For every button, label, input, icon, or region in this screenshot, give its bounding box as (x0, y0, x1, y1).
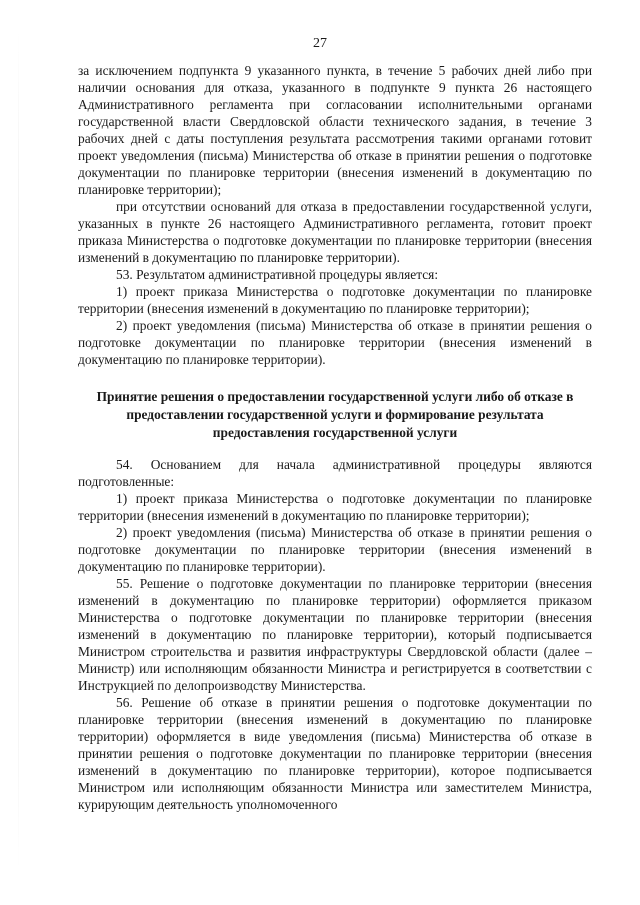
paragraph-8: 2) проект уведомления (письма) Министерства об отказе в принятии решения о подготовке документации по планировке территории (внесения изменений в документацию по планировке территории). (78, 525, 592, 574)
paragraph-10: 56. Решение об отказе в принятии решения о подготовке документации по планировке территории (внесения изменений в документацию по планировке территории) оформляется в виде уведомления (письма) Министерства об отказе в принятии решения о подготовке документации по планировке территории (внесения изменений в документацию по планировке территории), которое подписывается Министром или исполняющим обязанности Министра или заместителем Министра, курирующим деятельность уполномоченного (78, 695, 592, 812)
scan-edge-shadow (18, 30, 19, 870)
paragraph-4: 1) проект приказа Министерства о подготовке документации по планировке территории (внесения изменений в документацию по планировке территории); (78, 284, 592, 316)
paragraph-6: 54. Основанием для начала административной процедуры являются подготовленные: (78, 457, 592, 489)
paragraph-5: 2) проект уведомления (письма) Министерства об отказе в принятии решения о подготовке документации по планировке территории (внесения изменений в документацию по планировке территории). (78, 318, 592, 367)
paragraph-7: 1) проект приказа Министерства о подготовке документации по планировке территории (внесения изменений в документацию по планировке территории); (78, 491, 592, 523)
page-number: 27 (313, 36, 327, 51)
paragraph-9: 55. Решение о подготовке документации по планировке территории (внесения изменений в документацию по планировке территории) оформляется приказом Министерства о подготовке документации по планировке территории (внесения изменений в документацию по планировке территории), который подписывается Министром строительства и развития инфраструктуры Свердловской области (далее – Министр) или исполняющим обязанности Министра и регистрируется в соответствии с Инструкцией по делопроизводству Министерства. (78, 576, 592, 693)
paragraph-3: 53. Результатом административной процедуры является: (116, 267, 439, 282)
document-body (78, 62, 592, 813)
paragraph-1: за исключением подпункта 9 указанного пункта, в течение 5 рабочих дней либо при наличии основания для отказа, указанного в подпункте 9 пункта 26 настоящего Административного регламента при согласовании исполнительными органами государственной власти Свердловской области технического задания, в течение 3 рабочих дней с даты поступления результата рассмотрения такими органами готовит проект уведомления (письма) Министерства об отказе в принятии решения о подготовке документации по планировке территории (внесения изменений в документацию по планировке территории); (78, 63, 592, 197)
paragraph-2: при отсутствии оснований для отказа в предоставлении государственной услуги, указанных в пункте 26 настоящего Административного регламента, готовит проект приказа Министерства о подготовке документации по планировке территории (внесения изменений в документацию по планировке территории). (78, 199, 592, 265)
section-heading: Принятие решения о предоставлении государственной услуги либо об отказе в предоставлении государственной услуги и формирование результата предоставления государственной услуги (96, 389, 574, 440)
